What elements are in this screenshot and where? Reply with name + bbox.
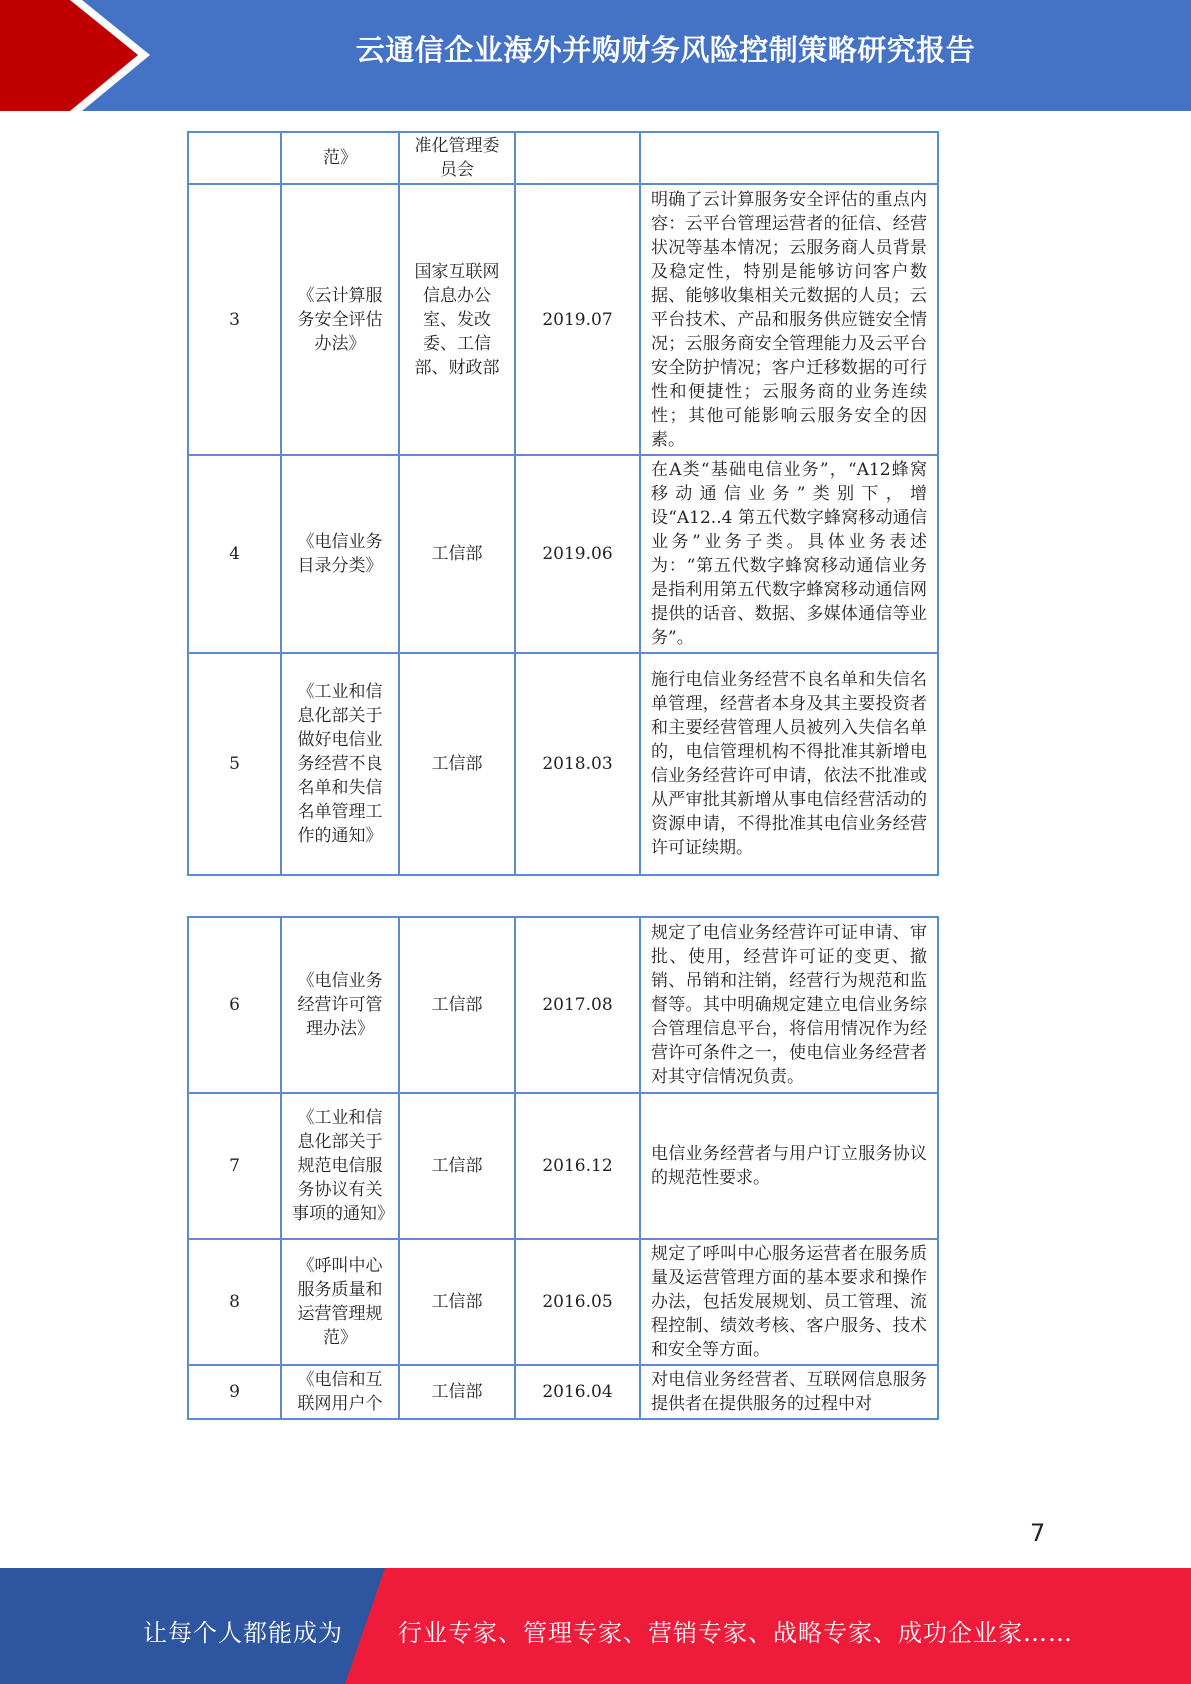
document-title: 云通信企业海外并购财务风险控制策略研究报告 (355, 33, 976, 67)
table-row (188, 1239, 938, 1365)
regulation-name: 《呼叫中心服务质量和运营管理规范》 (281, 1239, 399, 1365)
issue-date: 2016.12 (515, 1093, 640, 1239)
issuing-department: 工信部 (399, 653, 515, 875)
regulation-name: 《工业和信息化部关于做好电信业务经营不良名单和失信名单管理工作的通知》 (281, 653, 399, 875)
footer-slogan-left: 让每个人都能成为 (143, 1619, 343, 1647)
regulation-name: 《工业和信息化部关于规范电信服务协议有关事项的通知》 (281, 1093, 399, 1239)
table-row (188, 653, 938, 875)
table-row (188, 132, 938, 184)
issue-date: 2016.05 (515, 1239, 640, 1365)
issue-date: 2016.04 (515, 1365, 640, 1419)
regulation-description: 明确了云计算服务安全评估的重点内容：云平台管理运营者的征信、经营状况等基本情况；云服务商人员背景及稳定性，特别是能够访问客户数据、能够收集相关元数据的人员；云平台技术、产品和服务供应链安全情况；云服务商安全管理能力及云平台安全防护情况；客户迁移数据的可行性和便捷性；云服务商的业务连续性；其他可能影响云服务安全的因素。 (640, 184, 938, 455)
issue-date: 2018.03 (515, 653, 640, 875)
row-number: 4 (188, 455, 281, 653)
issuing-department: 准化管理委员会 (399, 132, 515, 184)
issue-date (515, 132, 640, 184)
row-number: 5 (188, 653, 281, 875)
issue-date: 2019.07 (515, 184, 640, 455)
table-row (188, 1093, 938, 1239)
regulation-description: 规定了呼叫中心服务运营者在服务质量及运营管理方面的基本要求和操作办法，包括发展规划、员工管理、流程控制、绩效考核、客户服务、技术和安全等方面。 (640, 1239, 938, 1365)
table-row (188, 1365, 938, 1419)
page-number: 7 (1030, 1519, 1046, 1547)
issuing-department: 工信部 (399, 1093, 515, 1239)
table-row (188, 184, 938, 455)
issuing-department: 工信部 (399, 1365, 515, 1419)
row-number: 7 (188, 1093, 281, 1239)
row-number (188, 132, 281, 184)
footer-slogan-right: 行业专家、管理专家、营销专家、战略专家、成功企业家…… (398, 1619, 1073, 1647)
regulation-name: 《电信和互联网用户个 (281, 1365, 399, 1419)
row-number: 6 (188, 917, 281, 1093)
table-row (188, 917, 938, 1093)
regulation-description: 对电信业务经营者、互联网信息服务提供者在提供服务的过程中对 (640, 1365, 938, 1419)
table-row (188, 455, 938, 653)
row-number: 9 (188, 1365, 281, 1419)
regulation-name: 《电信业务经营许可管理办法》 (281, 917, 399, 1093)
issuing-department: 工信部 (399, 455, 515, 653)
regulation-description: 电信业务经营者与用户订立服务协议的规范性要求。 (640, 1093, 938, 1239)
row-number: 8 (188, 1239, 281, 1365)
row-number: 3 (188, 184, 281, 455)
regulation-description (640, 132, 938, 184)
regulation-name: 《电信业务目录分类》 (281, 455, 399, 653)
issue-date: 2019.06 (515, 455, 640, 653)
regulation-description: 在A类“基础电信业务”，“A12蜂窝移动通信业务”类别下，增设“A12..4 第五代数字蜂窝移动通信业务”业务子类。具体业务表述为：“第五代数字蜂窝移动通信业务是指利用第五代数字蜂窝移动通信网提供的话音、数据、多媒体通信等业务”。 (640, 455, 938, 653)
issuing-department: 国家互联网信息办公室、发改委、工信部、财政部 (399, 184, 515, 455)
regulation-name: 范》 (281, 132, 399, 184)
regulation-description: 规定了电信业务经营许可证申请、审批、使用，经营许可证的变更、撤销、吊销和注销，经营行为规范和监督等。其中明确规定建立电信业务综合管理信息平台，将信用情况作为经营许可条件之一，使电信业务经营者对其守信情况负责。 (640, 917, 938, 1093)
regulation-description: 施行电信业务经营不良名单和失信名单管理，经营者本身及其主要投资者和主要经营管理人员被列入失信名单的，电信管理机构不得批准其新增电信业务经营许可申请，依法不批准或从严审批其新增从事电信经营活动的资源申请，不得批准其电信业务经营许可证续期。 (640, 653, 938, 875)
regulation-name: 《云计算服务安全评估办法》 (281, 184, 399, 455)
issuing-department: 工信部 (399, 1239, 515, 1365)
issue-date: 2017.08 (515, 917, 640, 1093)
issuing-department: 工信部 (399, 917, 515, 1093)
regulation-table-top (187, 131, 939, 876)
regulation-table-bottom (187, 916, 939, 1420)
